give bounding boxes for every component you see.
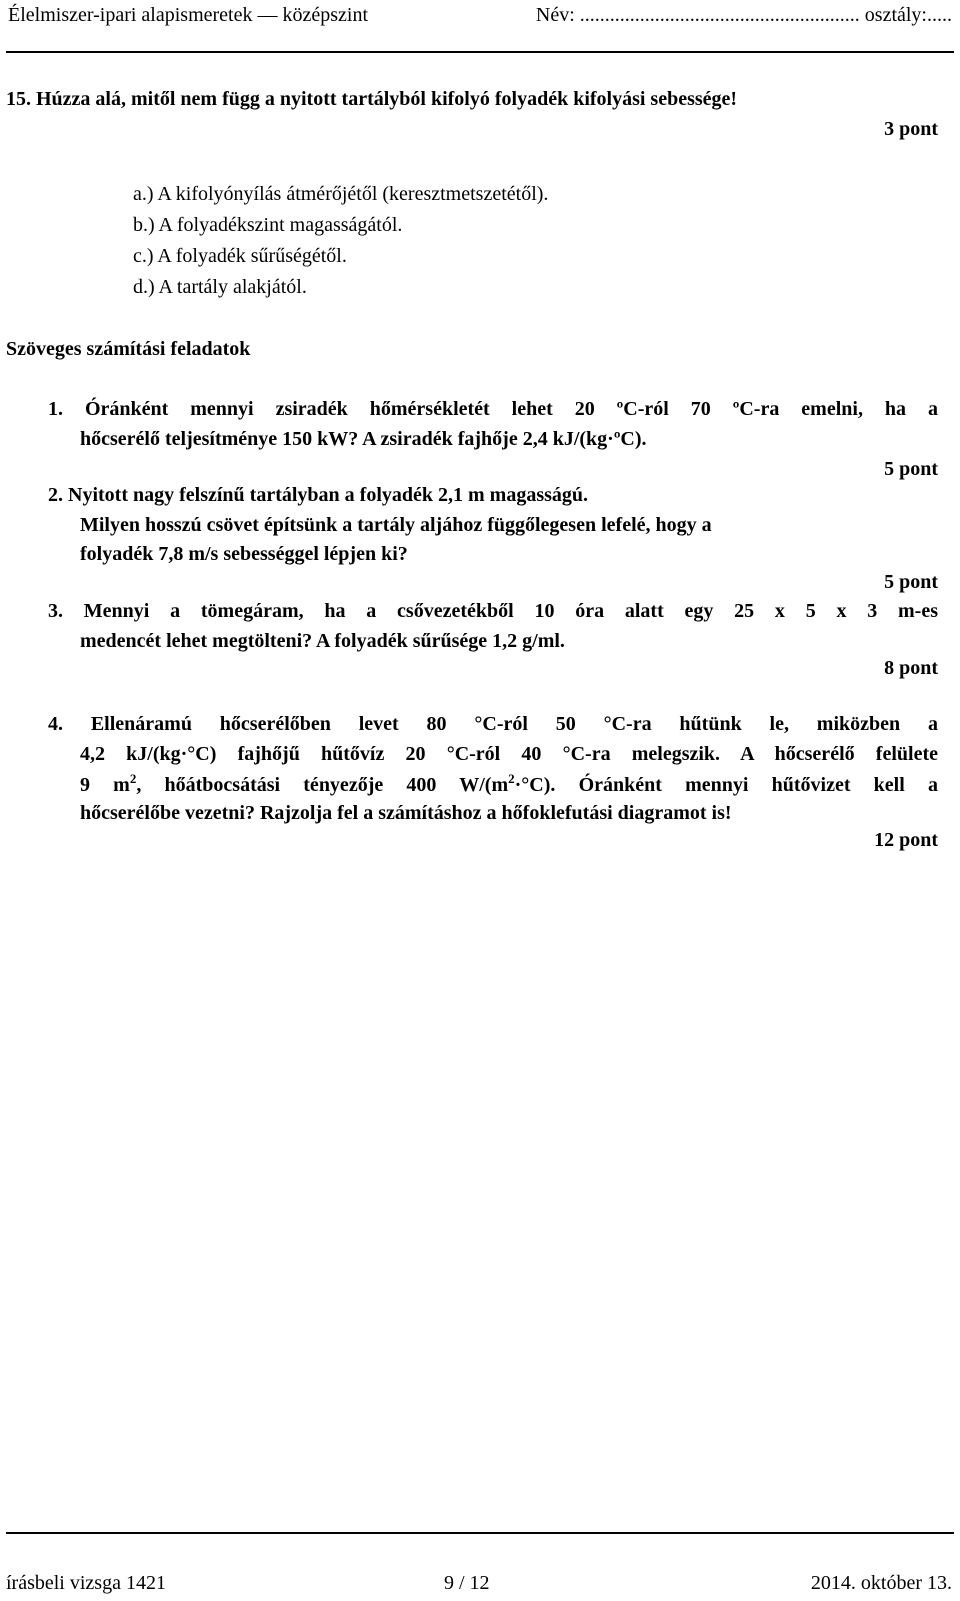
problem-4-line3-part1: 9 m: [80, 774, 130, 796]
problem-1-line1: 1. Óránként mennyi zsiradék hőmérsékletét lehet 20 ºC-ról 70 ºC-ra emelni, ha a: [48, 398, 938, 420]
option-c[interactable]: c.) A folyadék sűrűségétől.: [133, 245, 347, 267]
question-15-points: 3 pont: [884, 118, 938, 140]
problem-4-line4: hőcserélőbe vezetni? Rajzolja fel a számításhoz a hőfoklefutási diagramot is!: [80, 802, 732, 824]
problem-3-line1: 3. Mennyi a tömegáram, ha a csővezetékből 10 óra alatt egy 25 x 5 x 3 m-es: [48, 600, 938, 622]
footer-divider: [6, 1532, 954, 1534]
problem-4-line2: 4,2 kJ/(kg·°C) fajhőjű hűtővíz 20 °C-ról 40 °C-ra melegszik. A hőcserélő felülete: [80, 743, 938, 765]
header-subject: Élelmiszer-ipari alapismeretek — középszint: [8, 4, 369, 26]
squared-superscript-1: 2: [129, 771, 137, 786]
section-title: Szöveges számítási feladatok: [6, 338, 251, 360]
problem-4-line1: 4. Ellenáramú hőcserélőben levet 80 °C-ról 50 °C-ra hűtünk le, miközben a: [48, 713, 938, 735]
problem-2-line3: folyadék 7,8 m/s sebességgel lépjen ki?: [80, 543, 408, 565]
problem-2-points: 5 pont: [884, 571, 938, 593]
problem-4-line3-part3: ·°C). Óránként mennyi hűtővizet kell a: [514, 774, 938, 796]
option-a[interactable]: a.) A kifolyónyílás átmérőjétől (keresztmetszetétől).: [133, 183, 549, 205]
squared-superscript-2: 2: [508, 771, 515, 786]
header-name-class-field: Név: ........................................................ osztály:.....: [535, 4, 952, 26]
problem-3-points: 8 pont: [884, 657, 938, 679]
footer-exam-id: írásbeli vizsga 1421: [6, 1572, 166, 1594]
problem-3-line2: medencét lehet megtölteni? A folyadék sűrűsége 1,2 g/ml.: [80, 630, 565, 652]
problem-4-line3: [80, 771, 938, 797]
problem-1-points: 5 pont: [884, 458, 938, 480]
option-b[interactable]: b.) A folyadékszint magasságától.: [133, 214, 403, 236]
problem-4-points: 12 pont: [874, 829, 938, 851]
option-d[interactable]: d.) A tartály alakjától.: [133, 276, 307, 298]
header-divider: [6, 51, 954, 53]
problem-2-line1: 2. Nyitott nagy felszínű tartályban a folyadék 2,1 m magasságú.: [48, 484, 589, 506]
problem-1-line2: hőcserélő teljesítménye 150 kW? A zsiradék fajhője 2,4 kJ/(kg·ºC).: [80, 428, 647, 450]
problem-4-line3-part2: , hőátbocsátási tényezője 400 W/(m: [136, 774, 509, 796]
footer-page-number: 9 / 12: [444, 1572, 490, 1594]
problem-2-line2: Milyen hosszú csövet építsünk a tartály aljához függőlegesen lefelé, hogy a: [80, 514, 712, 536]
question-15-title: 15. Húzza alá, mitől nem függ a nyitott tartályból kifolyó folyadék kifolyási sebessége!: [6, 88, 738, 110]
footer-date: 2014. október 13.: [810, 1572, 952, 1594]
